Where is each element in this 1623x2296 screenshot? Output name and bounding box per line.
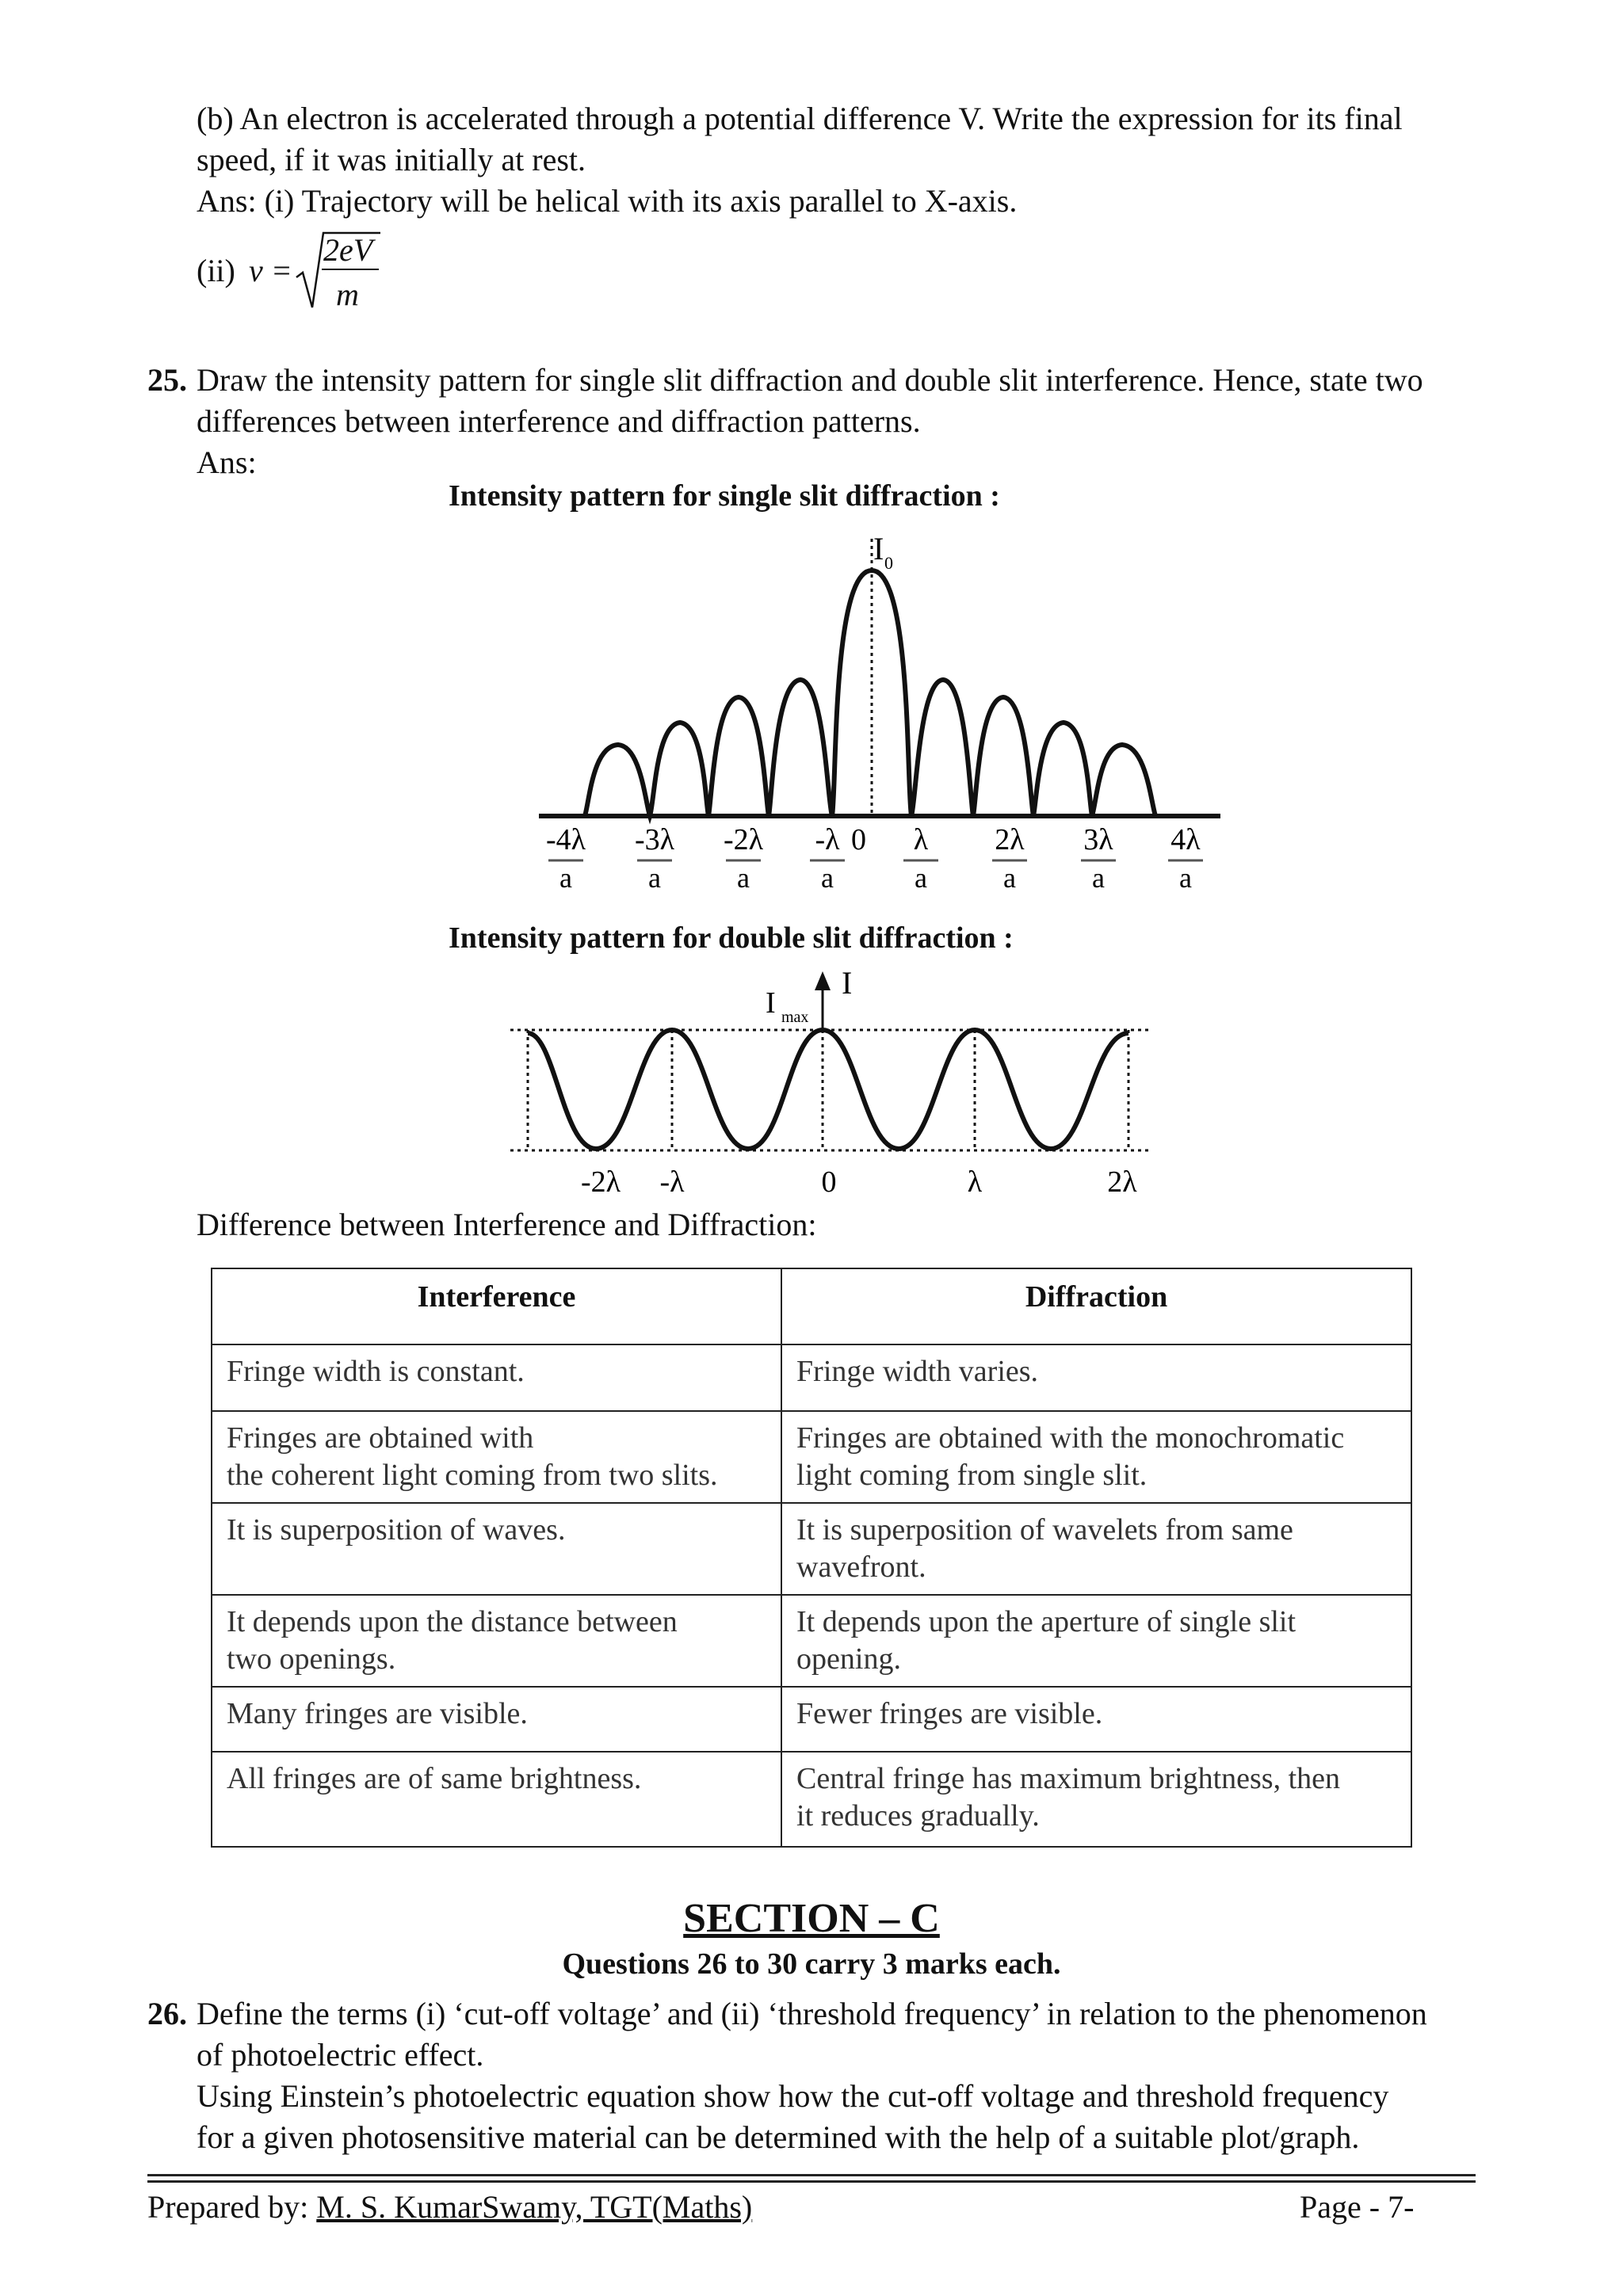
interference-cell: Fringes are obtained with the coherent light coming from two slits. [212, 1411, 781, 1503]
single-slit-tick-den: a [737, 862, 750, 894]
q25-line1: Draw the intensity pattern for single slit diffraction and double slit interference. Hence, state two [197, 362, 1423, 398]
q26-number: 26. [147, 1996, 187, 2031]
q25-line2: differences between interference and diffraction patterns. [197, 403, 921, 439]
section-c-title-text: SECTION – C [683, 1896, 940, 1941]
section-c-title [0, 1895, 1623, 1943]
double-slit-figure [507, 968, 1173, 1206]
diffraction-cell: Fringe width varies. [781, 1344, 1411, 1411]
table-header-row [212, 1268, 1411, 1344]
double-slit-imax: I [766, 986, 776, 1020]
single-slit-tick-den: a [1092, 862, 1105, 894]
diffraction-cell: It is superposition of wavelets from same wavefront. [781, 1503, 1411, 1595]
double-slit-tick: -λ [659, 1165, 685, 1199]
footer-prepared-label: Prepared by: [147, 2189, 309, 2225]
double-slit-tick: 0 [821, 1165, 837, 1199]
single-slit-tick-num: λ [913, 823, 929, 856]
single-slit-tick-num: 2λ [995, 823, 1025, 856]
table-row [212, 1411, 1411, 1503]
difference-table [211, 1268, 1412, 1848]
single-slit-tick-num: -4λ [545, 823, 586, 856]
interference-cell: It depends upon the distance between two openings. [212, 1595, 781, 1687]
q26-line2: of photoelectric effect. [197, 2037, 484, 2073]
part-b-line1: (b) An electron is accelerated through a potential difference V. Write the expression for its final [197, 101, 1403, 136]
single-slit-title: Intensity pattern for single slit diffraction : [449, 479, 1000, 513]
single-slit-figure [507, 523, 1236, 903]
formula-speed [197, 228, 403, 315]
interference-cell: All fringes are of same brightness. [212, 1752, 781, 1847]
footer-page: Page - 7- [1300, 2189, 1415, 2225]
single-slit-tick-den: a [1179, 862, 1192, 894]
table-row [212, 1687, 1411, 1752]
footer-prepared-by [147, 2188, 752, 2225]
footer-author: M. S. KumarSwamy, TGT(Maths) [316, 2189, 753, 2225]
q26-line4: for a given photosensitive material can be determined with the help of a suitable plot/graph. [197, 2119, 1360, 2155]
part-b-line2: speed, if it was initially at rest. [197, 142, 586, 177]
table-header-diffraction: Diffraction [781, 1268, 1411, 1344]
diffraction-cell: It depends upon the aperture of single slit opening. [781, 1595, 1411, 1687]
single-slit-peak-sub: 0 [884, 553, 893, 573]
table-row [212, 1503, 1411, 1595]
single-slit-tick-den: a [821, 862, 834, 894]
single-slit-tick-den: a [915, 862, 927, 894]
single-slit-tick-num: -2λ [723, 823, 764, 856]
single-slit-tick-num: -λ [815, 823, 840, 856]
single-slit-zero: 0 [851, 823, 866, 856]
double-slit-curve [528, 1030, 1128, 1149]
double-slit-title: Intensity pattern for double slit diffraction : [449, 921, 1014, 955]
double-slit-ticks [581, 1165, 1137, 1199]
footer-rule-bottom [147, 2180, 1476, 2183]
formula-lhs: v = [249, 253, 292, 288]
single-slit-tick-num: -3λ [634, 823, 675, 856]
q26-line1: Define the terms (i) ‘cut-off voltage’ and (ii) ‘threshold frequency’ in relation to the phenomenon [197, 1996, 1427, 2031]
double-slit-imax-sub: max [781, 1009, 809, 1026]
interference-cell: Many fringes are visible. [212, 1687, 781, 1752]
q26-line3: Using Einstein’s photoelectric equation show how the cut-off voltage and threshold frequency [197, 2078, 1389, 2114]
q25-number: 25. [147, 362, 187, 398]
q25-ans: Ans: [197, 444, 257, 480]
diffraction-cell: Fringes are obtained with the monochromatic light coming from single slit. [781, 1411, 1411, 1503]
formula-prefix: (ii) [197, 253, 235, 288]
table-header-interference: Interference [212, 1268, 781, 1344]
section-c-subtitle: Questions 26 to 30 carry 3 marks each. [562, 1947, 1061, 1981]
single-slit-ticks [546, 823, 1203, 894]
table-row [212, 1344, 1411, 1411]
double-slit-axis-label: I [842, 968, 853, 1001]
table-row [212, 1752, 1411, 1847]
diffraction-cell: Fewer fringes are visible. [781, 1687, 1411, 1752]
double-slit-tick: 2λ [1107, 1165, 1137, 1199]
footer-rule-top [147, 2174, 1476, 2176]
single-slit-tick-den: a [559, 862, 572, 894]
interference-cell: Fringe width is constant. [212, 1344, 781, 1411]
single-slit-curve [585, 570, 1155, 816]
single-slit-tick-den: a [1003, 862, 1016, 894]
formula-numerator: 2eV [323, 232, 373, 268]
single-slit-tick-num: 4λ [1170, 823, 1201, 856]
diffraction-cell: Central fringe has maximum brightness, then it reduces gradually. [781, 1752, 1411, 1847]
difference-heading: Difference between Interference and Diffraction: [197, 1207, 817, 1242]
part-b-answer-i: Ans: (i) Trajectory will be helical with its axis parallel to X-axis. [197, 183, 1018, 219]
double-slit-tick: -2λ [580, 1165, 621, 1199]
table-row [212, 1595, 1411, 1687]
interference-cell: It is superposition of waves. [212, 1503, 781, 1595]
single-slit-tick-den: a [648, 862, 661, 894]
double-slit-tick: λ [967, 1165, 983, 1199]
single-slit-tick-num: 3λ [1083, 823, 1113, 856]
single-slit-peak-label: I [873, 531, 884, 566]
formula-denominator: m [336, 277, 359, 312]
